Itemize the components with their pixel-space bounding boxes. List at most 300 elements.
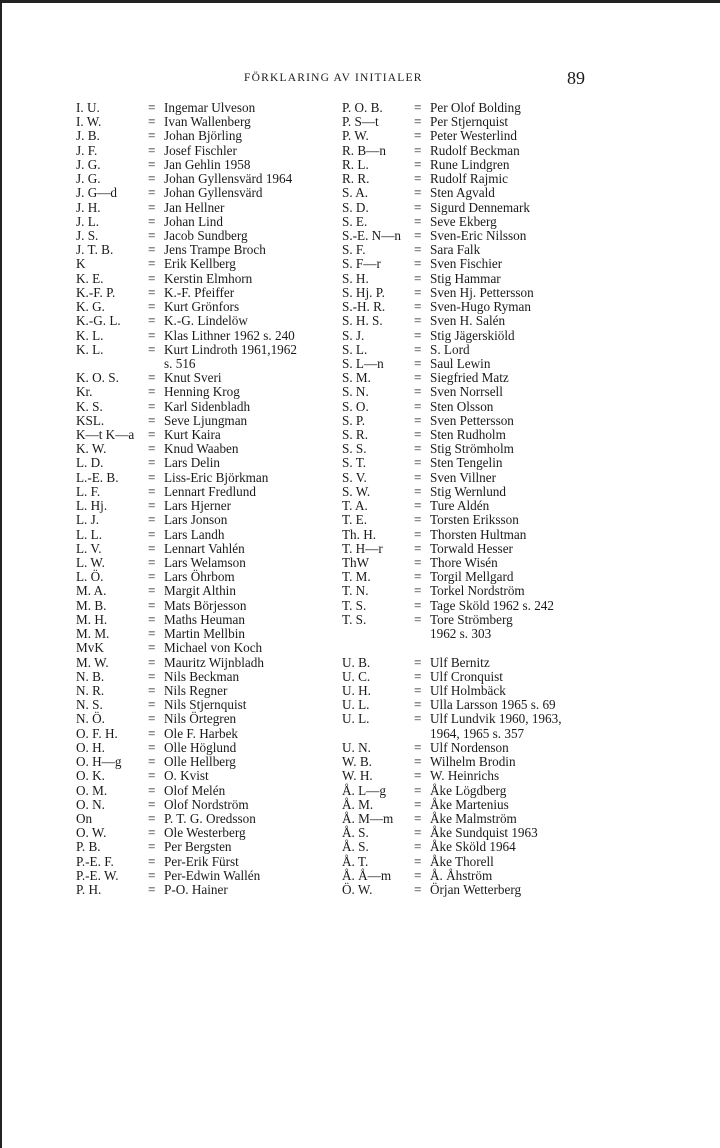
entry-name: Lars Öhrbom [164, 569, 235, 585]
entry-name: Saul Lewin [430, 355, 491, 371]
spacer [342, 641, 602, 655]
equals-sign: = [414, 839, 422, 855]
entry-initials: T. M. [342, 569, 371, 585]
abbreviation-entry [76, 314, 356, 328]
entry-initials: S.-E. N—n [342, 227, 401, 243]
entry-name: Sven-Hugo Ryman [430, 299, 531, 315]
entry-name: Torwald Hesser [430, 540, 513, 556]
equals-sign: = [414, 555, 422, 570]
abbreviation-entry [342, 499, 602, 513]
entry-name: Ulf Nordenson [430, 739, 509, 755]
equals-sign: = [414, 853, 422, 869]
abbreviation-entry [342, 769, 602, 783]
equals-sign: = [148, 839, 156, 855]
equals-sign: = [148, 569, 156, 585]
abbreviation-entry [76, 115, 356, 129]
abbreviation-entry [76, 172, 356, 186]
entry-name: Martin Mellbin [164, 626, 245, 642]
equals-sign: = [414, 398, 422, 414]
abbreviation-entry [342, 428, 602, 442]
abbreviation-entry [76, 400, 356, 414]
entry-name: Sven Hj. Pettersson [430, 284, 534, 300]
page-header [0, 70, 720, 92]
entry-name: Ulf Bernitz [430, 654, 490, 670]
equals-sign: = [148, 384, 156, 400]
equals-sign: = [148, 483, 156, 499]
entry-name: Åke Sundquist 1963 [430, 825, 538, 841]
entry-initials: L. V. [76, 540, 102, 556]
entry-name: Sven-Eric Nilsson [430, 227, 527, 243]
entry-initials: S. D. [342, 199, 369, 215]
entry-initials: T. E. [342, 512, 368, 528]
equals-sign: = [148, 398, 156, 414]
abbreviation-entry [342, 556, 602, 570]
entry-initials: U. L. [342, 697, 370, 713]
abbreviation-entry [76, 584, 356, 598]
equals-sign: = [148, 142, 156, 158]
entry-initials: J. G. [76, 156, 101, 172]
entry-initials: K [76, 256, 86, 272]
abbreviation-entry [342, 272, 602, 286]
entry-name: Olof Melén [164, 782, 226, 798]
equals-sign: = [414, 611, 422, 627]
entry-initials: K.-F. P. [76, 284, 116, 300]
abbreviation-entry [76, 798, 356, 812]
abbreviation-entry [76, 826, 356, 840]
equals-sign: = [148, 711, 156, 727]
entry-initials: Å. T. [342, 853, 369, 869]
equals-sign: = [148, 185, 156, 201]
equals-sign: = [414, 597, 422, 613]
entry-name: Knud Waaben [164, 441, 239, 457]
entry-name: Tage Sköld 1962 s. 242 [430, 597, 554, 613]
abbreviation-entry [342, 442, 602, 456]
abbreviation-entry [342, 812, 602, 826]
entry-name: Lennart Vahlén [164, 540, 245, 556]
equals-sign: = [148, 427, 156, 443]
entry-initials: Å. M. [342, 796, 374, 812]
abbreviation-entry [76, 485, 356, 499]
equals-sign: = [148, 284, 156, 300]
equals-sign: = [148, 469, 156, 485]
entry-initials: J. H. [76, 199, 101, 215]
equals-sign: = [414, 867, 422, 883]
abbreviation-entry [342, 513, 602, 527]
abbreviation-entry [76, 513, 356, 527]
entry-name: Josef Fischler [164, 142, 237, 158]
entry-name: Torsten Eriksson [430, 512, 519, 528]
abbreviation-entry [76, 769, 356, 783]
abbreviation-entry [76, 712, 356, 726]
entry-name: Per-Erik Fürst [164, 853, 239, 869]
equals-sign: = [148, 128, 156, 144]
entry-name: Kurt Lindroth 1961,1962 [164, 341, 297, 357]
entry-initials: L. Ö. [76, 569, 104, 585]
abbreviation-entry [76, 201, 356, 215]
abbreviation-entry [342, 542, 602, 556]
entry-initials: K. G. [76, 299, 105, 315]
equals-sign: = [414, 540, 422, 556]
equals-sign: = [414, 427, 422, 443]
entry-initials: O. N. [76, 796, 105, 812]
equals-sign: = [148, 682, 156, 698]
abbreviation-entry [342, 343, 602, 357]
entry-initials: U. L. [342, 711, 370, 727]
abbreviation-entry [342, 855, 602, 869]
entry-name: Erik Kellberg [164, 256, 236, 272]
entry-name: Lars Welamson [164, 555, 246, 570]
entry-name: S. Lord [430, 341, 470, 357]
entry-name: Thorsten Hultman [430, 526, 527, 542]
entry-name: Ture Aldén [430, 498, 490, 514]
abbreviation-entry [342, 201, 602, 215]
equals-sign: = [148, 825, 156, 841]
equals-sign: = [148, 640, 156, 656]
entry-initials: S. S. [342, 441, 367, 457]
abbreviation-entry [76, 371, 356, 385]
equals-sign: = [414, 171, 422, 187]
equals-sign: = [414, 526, 422, 542]
entry-initials: J. T. B. [76, 242, 114, 258]
abbreviation-entry [76, 556, 356, 570]
equals-sign: = [414, 569, 422, 585]
entry-name: Wilhelm Brodin [430, 754, 516, 770]
entry-name: Jan Hellner [164, 199, 225, 215]
abbreviation-entry [342, 144, 602, 158]
equals-sign: = [414, 754, 422, 770]
abbreviation-entry [76, 542, 356, 556]
entry-initials: Å. S. [342, 839, 369, 855]
entry-initials: K. L. [76, 327, 104, 343]
entry-name: Peter Westerlind [430, 128, 517, 144]
entry-initials: S. A. [342, 185, 369, 201]
entry-name: Lars Landh [164, 526, 225, 542]
entry-initials: O. W. [76, 825, 107, 841]
equals-sign: = [414, 256, 422, 272]
entry-initials: M. H. [76, 611, 108, 627]
entry-initials: M. B. [76, 597, 107, 613]
equals-sign: = [148, 810, 156, 826]
equals-sign: = [148, 171, 156, 187]
abbreviation-entry [76, 528, 356, 542]
equals-sign: = [414, 739, 422, 755]
equals-sign: = [148, 299, 156, 315]
entry-name: Karl Sidenbladh [164, 398, 251, 414]
equals-sign: = [148, 327, 156, 343]
abbreviation-entry [76, 641, 356, 655]
entry-initials: N. Ö. [76, 711, 105, 727]
equals-sign: = [414, 100, 422, 115]
entry-initials: M. W. [76, 654, 109, 670]
abbreviation-entry [342, 613, 602, 627]
entry-initials: O. H—g [76, 754, 122, 770]
entry-name: Johan Gyllensvärd [164, 185, 263, 201]
entry-initials: Ö. W. [342, 882, 373, 898]
entry-name: Seve Ekberg [430, 213, 497, 229]
equals-sign: = [414, 682, 422, 698]
entry-name: Jens Trampe Broch [164, 242, 266, 258]
entry-name: O. Kvist [164, 768, 209, 784]
entry-initials: L. F. [76, 483, 101, 499]
abbreviation-entry [76, 499, 356, 513]
abbreviation-entry [76, 144, 356, 158]
entry-initials: K. O. S. [76, 370, 119, 386]
equals-sign: = [148, 882, 156, 898]
entry-name: Thore Wisén [430, 555, 498, 570]
abbreviation-entry [76, 329, 356, 343]
equals-sign: = [148, 199, 156, 215]
abbreviation-entry [76, 670, 356, 684]
entry-initials: M. A. [76, 583, 107, 599]
entry-name: Margit Althin [164, 583, 236, 599]
entry-initials: S. T. [342, 455, 367, 471]
page-number: 89 [567, 68, 585, 88]
entry-name: Maths Heuman [164, 611, 245, 627]
entry-initials: J. B. [76, 128, 100, 144]
abbreviation-entry [76, 784, 356, 798]
entry-name: Klas Lithner 1962 s. 240 [164, 327, 295, 343]
entry-initials: J. F. [76, 142, 98, 158]
entry-initials: U. H. [342, 682, 371, 698]
entry-initials: S. J. [342, 327, 365, 343]
entry-name: Lars Delin [164, 455, 221, 471]
entry-name: Per-Edwin Wallén [164, 867, 261, 883]
abbreviation-entry [76, 684, 356, 698]
entry-initials: L. W. [76, 555, 105, 570]
entry-initials: Å. S. [342, 825, 369, 841]
equals-sign: = [148, 114, 156, 130]
entry-name: Kurt Grönfors [164, 299, 240, 315]
entry-name: Ivan Wallenberg [164, 114, 251, 130]
equals-sign: = [414, 370, 422, 386]
equals-sign: = [148, 583, 156, 599]
entry-name: Sara Falk [430, 242, 481, 258]
entry-initials: On [76, 810, 93, 826]
entry-name: Jacob Sundberg [164, 227, 248, 243]
entry-name: Olle Hellberg [164, 754, 236, 770]
entry-name: Michael von Koch [164, 640, 263, 656]
abbreviation-entry [76, 300, 356, 314]
entry-name: Sven Pettersson [430, 412, 514, 428]
equals-sign: = [148, 853, 156, 869]
abbreviation-entry [76, 243, 356, 257]
abbreviation-entry [76, 812, 356, 826]
entry-name: Sven Fischier [430, 256, 503, 272]
entry-initials: T. N. [342, 583, 369, 599]
entry-initials: T. S. [342, 611, 367, 627]
entry-initials: T. H—r [342, 540, 383, 556]
entry-initials: S. E. [342, 213, 368, 229]
abbreviation-entry [76, 286, 356, 300]
equals-sign: = [414, 469, 422, 485]
equals-sign: = [148, 512, 156, 528]
entry-initials: W. B. [342, 754, 372, 770]
entry-name: Sten Rudholm [430, 427, 506, 443]
entry-initials: O. H. [76, 739, 105, 755]
abbreviation-entry [342, 215, 602, 229]
entry-name: P. T. G. Oredsson [164, 810, 256, 826]
entry-name: Rudolf Rajmic [430, 171, 509, 187]
abbreviation-entry [342, 371, 602, 385]
abbreviation-entry [76, 840, 356, 854]
entry-initials: M. M. [76, 626, 110, 642]
abbreviation-entry [342, 385, 602, 399]
entry-name: Ulf Holmbäck [430, 682, 506, 698]
entry-initials: L.-E. B. [76, 469, 119, 485]
entry-initials: J. G. [76, 171, 101, 187]
abbreviation-entry [76, 272, 356, 286]
right-column [342, 101, 602, 897]
entry-initials: I. W. [76, 114, 102, 130]
entry-name: Tore Strömberg [430, 611, 513, 627]
abbreviation-entry [342, 471, 602, 485]
equals-sign: = [148, 498, 156, 514]
equals-sign: = [414, 384, 422, 400]
abbreviation-entry [342, 129, 602, 143]
abbreviation-entry [342, 243, 602, 257]
abbreviation-entry [342, 869, 602, 883]
equals-sign: = [414, 128, 422, 144]
abbreviation-entry [76, 570, 356, 584]
equals-sign: = [414, 227, 422, 243]
entry-name: Å. Åhström [430, 867, 493, 883]
equals-sign: = [414, 341, 422, 357]
entry-name: Åke Thorell [430, 853, 494, 869]
equals-sign: = [414, 768, 422, 784]
equals-sign: = [414, 114, 422, 130]
equals-sign: = [414, 668, 422, 684]
abbreviation-entry [76, 229, 356, 243]
abbreviation-entry [342, 698, 602, 712]
abbreviation-entry [76, 215, 356, 229]
abbreviation-entry [342, 684, 602, 698]
entry-name: Stig Jägerskiöld [430, 327, 515, 343]
equals-sign: = [414, 697, 422, 713]
abbreviation-entry [76, 471, 356, 485]
entry-initials: S.-H. R. [342, 299, 386, 315]
entry-name: Johan Gyllensvärd 1964 [164, 171, 293, 187]
entry-name: Kurt Kaira [164, 427, 221, 443]
entry-name: Mauritz Wijnbladh [164, 654, 264, 670]
entry-name: Nils Beckman [164, 668, 240, 684]
entry-name: Nils Örtegren [164, 711, 237, 727]
abbreviation-entry [76, 428, 356, 442]
abbreviation-entry [342, 755, 602, 769]
entry-name: Rune Lindgren [430, 156, 510, 172]
entry-initials: J. G—d [76, 185, 118, 201]
entry-name: Jan Gehlin 1958 [164, 156, 251, 172]
entry-name: Lars Jonson [164, 512, 228, 528]
equals-sign: = [414, 299, 422, 315]
equals-sign: = [414, 313, 422, 329]
equals-sign: = [414, 483, 422, 499]
entry-name: Nils Stjernquist [164, 697, 247, 713]
equals-sign: = [148, 555, 156, 570]
abbreviation-entry [76, 755, 356, 769]
entry-name: Seve Ljungman [164, 412, 248, 428]
entry-initials: U. B. [342, 654, 371, 670]
entry-initials: K. E. [76, 270, 104, 286]
equals-sign: = [414, 156, 422, 172]
abbreviation-entry [76, 627, 356, 641]
abbreviation-entry [342, 414, 602, 428]
equals-sign: = [148, 796, 156, 812]
entry-initials: S. M. [342, 370, 371, 386]
entry-initials: L. D. [76, 455, 104, 471]
equals-sign: = [148, 597, 156, 613]
equals-sign: = [148, 754, 156, 770]
abbreviation-entry [342, 158, 602, 172]
entry-initials: S. H. [342, 270, 369, 286]
abbreviation-entry [76, 343, 356, 357]
abbreviation-entry [342, 329, 602, 343]
abbreviation-entry [76, 656, 356, 670]
abbreviation-entry [76, 414, 356, 428]
entry-initials: KSL. [76, 412, 105, 428]
abbreviation-entry [342, 784, 602, 798]
entry-initials: Å. Å—m [342, 867, 392, 883]
entry-initials: S. V. [342, 469, 367, 485]
entry-initials: S. H. S. [342, 313, 383, 329]
entry-name: W. Heinrichs [430, 768, 500, 784]
entry-initials: K.-G. L. [76, 313, 121, 329]
entry-initials: MvK [76, 640, 104, 656]
equals-sign: = [414, 782, 422, 798]
abbreviation-entry [342, 528, 602, 542]
left-column [76, 101, 356, 897]
entry-initials: S. N. [342, 384, 369, 400]
entry-initials: S. L—n [342, 355, 384, 371]
equals-sign: = [148, 739, 156, 755]
entry-initials: R. R. [342, 171, 370, 187]
equals-sign: = [148, 412, 156, 428]
entry-name: Ulf Cronquist [430, 668, 503, 684]
abbreviation-entry [342, 229, 602, 243]
entry-initials: S. P. [342, 412, 366, 428]
entry-name: Ulf Lundvik 1960, 1963, [430, 711, 562, 727]
equals-sign: = [148, 256, 156, 272]
abbreviation-entry [76, 613, 356, 627]
entry-name: Sten Olsson [430, 398, 494, 414]
abbreviation-entry [76, 741, 356, 755]
entry-initials: T. A. [342, 498, 368, 514]
abbreviation-entry [76, 129, 356, 143]
entry-initials: S. W. [342, 483, 371, 499]
entry-name: Kerstin Elmhorn [164, 270, 253, 286]
entry-initials: U. N. [342, 739, 371, 755]
abbreviation-entry [342, 570, 602, 584]
abbreviation-entry [342, 670, 602, 684]
entry-initials: S. R. [342, 427, 369, 443]
entry-name: Johan Lind [164, 213, 223, 229]
entry-initials: K. L. [76, 341, 104, 357]
abbreviation-entry [342, 186, 602, 200]
equals-sign: = [148, 654, 156, 670]
equals-sign: = [148, 227, 156, 243]
page-edge-left [0, 0, 2, 1148]
entry-initials: S. F. [342, 242, 366, 258]
entry-name: Henning Krog [164, 384, 240, 400]
abbreviation-entry [76, 599, 356, 613]
equals-sign: = [148, 526, 156, 542]
equals-sign: = [414, 242, 422, 258]
equals-sign: = [414, 412, 422, 428]
entry-initials: J. S. [76, 227, 99, 243]
abbreviation-entry [76, 855, 356, 869]
entry-name: Sigurd Dennemark [430, 199, 530, 215]
entry-name-continuation: 1964, 1965 s. 357 [430, 725, 525, 741]
entry-initials: P. S—t [342, 114, 379, 130]
